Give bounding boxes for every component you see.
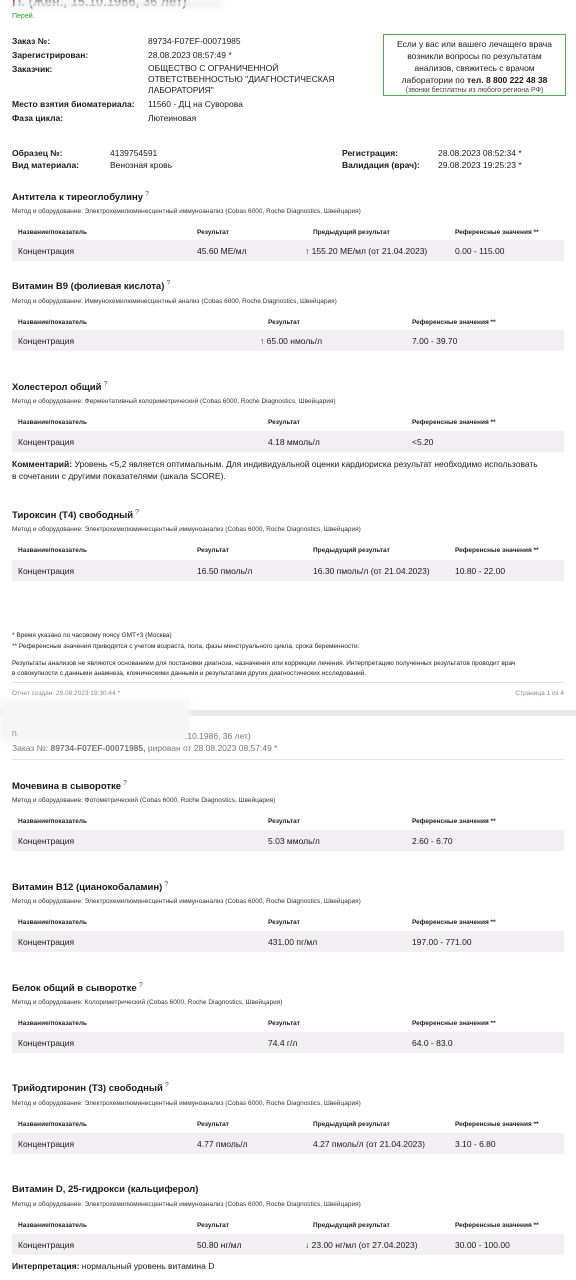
ref-cell: 10.80 - 22.00 — [455, 566, 506, 576]
info-icon[interactable]: ? — [166, 280, 171, 287]
info-icon[interactable]: ? — [164, 881, 169, 888]
test-title-text: Белок общий в сыворотке — [12, 983, 137, 995]
result-cell: 4.77 пмоль/л — [197, 1139, 248, 1149]
col-ref-header: Референсные значения ** — [455, 1121, 539, 1128]
customer-value — [148, 63, 334, 96]
test-title — [12, 1082, 169, 1094]
p2-order-label: Заказ №: — [12, 743, 49, 753]
interpretation — [12, 1261, 214, 1271]
registered-label: Зарегистрирован: — [12, 50, 89, 60]
customer-line: ОБЩЕСТВО С ОГРАНИЧЕННОЙ — [148, 63, 279, 73]
comment-label: Комментарий: — [12, 459, 73, 469]
param-cell: Концентрация — [18, 336, 75, 346]
col-result-header: Результат — [197, 1121, 229, 1128]
col-result-header: Результат — [197, 229, 229, 236]
param-cell: Концентрация — [18, 1139, 75, 1149]
info-icon[interactable]: ? — [103, 381, 108, 388]
p2-patient: .10.1986, 36 лет) — [185, 731, 251, 741]
test-title-text: Витамин В12 (цианокобаламин) — [12, 882, 163, 894]
test-method: Метод и оборудование: Электрохемилюминесцентный иммуноанализ (Cobas 6000, Roche Diagnostics, Швейцария) — [12, 1100, 361, 1107]
ref-cell: 2.60 - 6.70 — [412, 836, 453, 846]
redacted-header — [0, 700, 190, 742]
prev-cell: 16.30 пмоль/л (от 21.04.2023) — [313, 566, 430, 576]
sample-label: Образец №: — [12, 148, 63, 158]
test-title — [12, 280, 170, 292]
arrow-up-icon: ↑ — [305, 246, 310, 256]
ref-cell: 7.00 - 39.70 — [412, 336, 458, 346]
col-ref-header: Референсные значения ** — [412, 319, 496, 326]
result-cell: 50.80 нг/мл — [197, 1240, 242, 1250]
col-ref-header: Референсные значения ** — [412, 419, 496, 426]
col-result-header: Результат — [268, 319, 300, 326]
test-title — [12, 982, 143, 994]
test-method: Метод и оборудование: Колориметрический (Cobas 6000, Roche Diagnostics, Швейцария) — [12, 999, 283, 1006]
contact-line: анализов, свяжитесь с врачом — [414, 63, 535, 73]
test-title — [12, 381, 107, 393]
result-cell: 4.18 ммоль/л — [268, 437, 320, 447]
col-name-header: Название/показатель — [18, 1222, 88, 1229]
test-method: Метод и оборудование: Электрохемилюминесцентный иммуноанализ (Cobas 6000, Roche Diagnostics, Швейцария) — [12, 898, 361, 905]
result-cell: 431.00 пг/мл — [268, 937, 318, 947]
contact-line: возникли вопросы по результатам — [407, 51, 542, 61]
col-prev-header: Предыдущий результат — [313, 229, 390, 236]
material-value: Венозная кровь — [110, 160, 173, 170]
comment-line: в сочетании с другими показателями (шкала SCORE). — [12, 471, 226, 481]
p2-order — [12, 743, 277, 753]
contact-free-note: (звонки бесплатны из любого региона РФ) — [405, 87, 544, 94]
ref-cell: <5.20 — [412, 437, 434, 447]
material-label: Вид материала: — [12, 160, 80, 170]
ref-cell: 64.0 - 83.0 — [412, 1038, 453, 1048]
divider-line — [12, 682, 564, 683]
comment-text: Уровень <5,2 является оптимальным. Для индивидуальной оценки кардиориска результат необходимо использовать — [74, 459, 538, 469]
footnote-time: * Время указано по часовому поясу GMT+3 (Москва) — [12, 632, 172, 639]
test-method: Метод и оборудование: Ферментативный колориметрический (Cobas 6000, Roche Diagnostics, Швейцария) — [12, 398, 336, 405]
col-result-header: Результат — [268, 1020, 300, 1027]
col-prev-header: Предыдущий результат — [313, 1121, 390, 1128]
ref-cell: 30.00 - 100.00 — [455, 1240, 510, 1250]
test-method: Метод и оборудование: Фотометрический (Cobas 6000, Roche Diagnostics, Швейцария) — [12, 797, 276, 804]
col-ref-header: Референсные значения ** — [412, 818, 496, 825]
result-cell — [260, 336, 322, 346]
phase-value: Лютеиновая — [148, 113, 197, 123]
prev-value: 155.20 МЕ/мл (от 21.04.2023) — [311, 246, 428, 256]
col-result-header: Результат — [268, 419, 300, 426]
ref-cell: 3.10 - 6.80 — [455, 1139, 496, 1149]
test-method: Метод и оборудование: Электрохемилюминесцентный иммуноанализ (Cobas 6000, Roche Diagnostics, Швейцария) — [12, 1201, 361, 1208]
test-title-text: Холестерол общий — [12, 382, 102, 394]
param-cell: Концентрация — [18, 246, 75, 256]
phase-label: Фаза цикла: — [12, 113, 64, 123]
p2-order-number: 89734-F07EF-00071985, — [50, 743, 146, 753]
info-icon[interactable]: ? — [123, 780, 127, 787]
test-title — [12, 191, 149, 203]
prev-cell: 4.27 пмоль/л (от 21.04.2023) — [313, 1139, 425, 1149]
customer-line: ЛАБОРАТОРИЯ" — [148, 85, 214, 95]
comment — [12, 458, 568, 482]
result-cell: 74.4 г/л — [268, 1038, 298, 1048]
col-name-header: Название/показатель — [18, 1121, 88, 1128]
test-method: Метод и оборудование: Иммунохемилюминесцентный анализ (Cobas 6000, Roche Diagnostics, Швейцария) — [12, 298, 337, 305]
test-method: Метод и оборудование: Электрохемилюминесцентный иммуноанализ (Cobas 6000, Roche Diagnostics, Швейцария) — [12, 526, 361, 533]
contact-line — [390, 74, 559, 86]
prev-value: 23.00 нг/мл (от 27.04.2023) — [311, 1240, 418, 1250]
col-name-header: Название/показатель — [18, 919, 88, 926]
col-result-header: Результат — [268, 818, 300, 825]
p2-patient-prefix: П. — [12, 731, 19, 738]
test-title — [12, 780, 127, 792]
interpretation-value: нормальный уровень витамина D — [81, 1261, 215, 1271]
arrow-down-icon: ↓ — [305, 1240, 310, 1250]
col-name-header: Название/показатель — [18, 319, 88, 326]
footnote-ref: ** Референсные значения приводятся с учетом возраста, пола, фазы менструального цикла, срока беременности. — [12, 643, 360, 650]
col-name-header: Название/показатель — [18, 818, 88, 825]
test-title: Витамин D, 25-гидрокси (кальциферол) — [12, 1184, 199, 1195]
registration-value: 28.08.2023 08:52:34 * — [438, 148, 522, 158]
col-name-header: Название/показатель — [18, 1020, 88, 1027]
page-number: Страница 1 из 4 — [515, 690, 564, 697]
prev-cell — [305, 246, 427, 256]
param-cell: Концентрация — [18, 1038, 75, 1048]
test-title-text: Антитела к тиреоглобулину — [12, 192, 143, 204]
divider-line — [12, 759, 564, 760]
info-icon[interactable]: ? — [138, 982, 143, 989]
contact-phone[interactable]: тел. 8 800 222 48 38 — [466, 75, 548, 85]
contact-box — [383, 34, 566, 96]
registered-value: 28.08.2023 08:57:49 * — [148, 50, 232, 60]
col-prev-header: Предыдущий результат — [313, 1222, 390, 1229]
p2-order-suffix: рирован от 28.08.2023 08:57:49 * — [147, 743, 278, 753]
validation-label: Валидация (врач): — [342, 160, 420, 170]
col-prev-header: Предыдущий результат — [313, 547, 390, 554]
result-cell: 16.50 пмоль/л — [197, 566, 253, 576]
customer-line: ОТВЕТСТВЕННОСТЬЮ "ДИАГНОСТИЧЕСКАЯ — [148, 74, 335, 84]
param-cell: Концентрация — [18, 437, 75, 447]
test-title-text: Витамин В9 (фолиевая кислота) — [12, 281, 165, 293]
status-label: Перей. — [12, 13, 35, 20]
info-icon[interactable]: ? — [164, 1082, 169, 1089]
test-title — [12, 509, 139, 521]
ref-cell: 0.00 - 115.00 — [455, 246, 505, 256]
disclaimer-line: в совокупности с данными анамнеза, клиническими данными и результатами других диагностических исследований. — [12, 670, 367, 677]
order-value: 89734-F07EF-00071985 — [148, 36, 241, 46]
place-value: 11560 - ДЦ на Суворова — [148, 99, 243, 109]
test-title-text: Мочевина в сыворотке — [12, 781, 122, 793]
contact-prefix: лаборатории по — [401, 75, 467, 85]
col-result-header: Результат — [197, 547, 229, 554]
interpretation-label: Интерпретация: — [12, 1261, 80, 1271]
col-ref-header: Референсные значения ** — [455, 547, 539, 554]
test-method: Метод и оборудование: Электрохемилюминесцентный иммуноанализ (Cobas 6000, Roche Diagnostics, Швейцария) — [12, 208, 361, 215]
report-created: Отчет создан: 29.08.2023 19:30:44 * — [12, 690, 120, 697]
redacted-name — [12, 0, 222, 8]
col-ref-header: Референсные значения ** — [455, 1222, 539, 1229]
col-ref-header: Референсные значения ** — [455, 229, 539, 236]
col-ref-header: Референсные значения ** — [412, 919, 496, 926]
result-cell: 45.60 МЕ/мл — [197, 246, 247, 256]
col-ref-header: Референсные значения ** — [412, 1020, 496, 1027]
contact-line: Если у вас или вашего лечащего врача — [397, 39, 552, 49]
test-title-text: Трийодтиронин (Т3) свободный — [12, 1083, 163, 1095]
info-icon[interactable]: ? — [135, 509, 140, 516]
disclaimer-line: Результаты анализов не являются основанием для постановки диагноза, назначения или коррекции лечения. Интерпретацию полученных результатов проводит врач — [12, 660, 516, 667]
col-result-header: Результат — [268, 919, 300, 926]
col-name-header: Название/показатель — [18, 229, 88, 236]
place-label: Место взятия биоматериала: — [12, 99, 135, 109]
col-name-header: Название/показатель — [18, 419, 88, 426]
param-cell: Концентрация — [18, 1240, 75, 1250]
sample-value: 4139754591 — [110, 148, 158, 158]
param-cell: Концентрация — [18, 566, 75, 576]
validation-value: 29.08.2023 19:25:23 * — [438, 160, 522, 170]
info-icon[interactable]: ? — [145, 191, 149, 198]
arrow-up-icon: ↑ — [260, 336, 265, 346]
col-result-header: Результат — [197, 1222, 229, 1229]
test-title-text: Тироксин (Т4) свободный — [12, 510, 134, 522]
param-cell: Концентрация — [18, 937, 75, 947]
prev-cell — [305, 1240, 418, 1250]
result-cell: 5.03 ммоль/л — [268, 836, 320, 846]
footnote-disclaimer — [12, 659, 568, 679]
param-cell: Концентрация — [18, 836, 75, 846]
col-name-header: Название/показатель — [18, 547, 88, 554]
result-value: 65.00 нмоль/л — [266, 336, 323, 346]
test-title — [12, 881, 168, 893]
registration-label: Регистрация: — [342, 148, 399, 158]
customer-label: Заказчик: — [12, 64, 53, 74]
ref-cell: 197.00 - 771.00 — [412, 937, 472, 947]
order-label: Заказ №: — [12, 36, 51, 46]
comment-line — [12, 458, 568, 470]
